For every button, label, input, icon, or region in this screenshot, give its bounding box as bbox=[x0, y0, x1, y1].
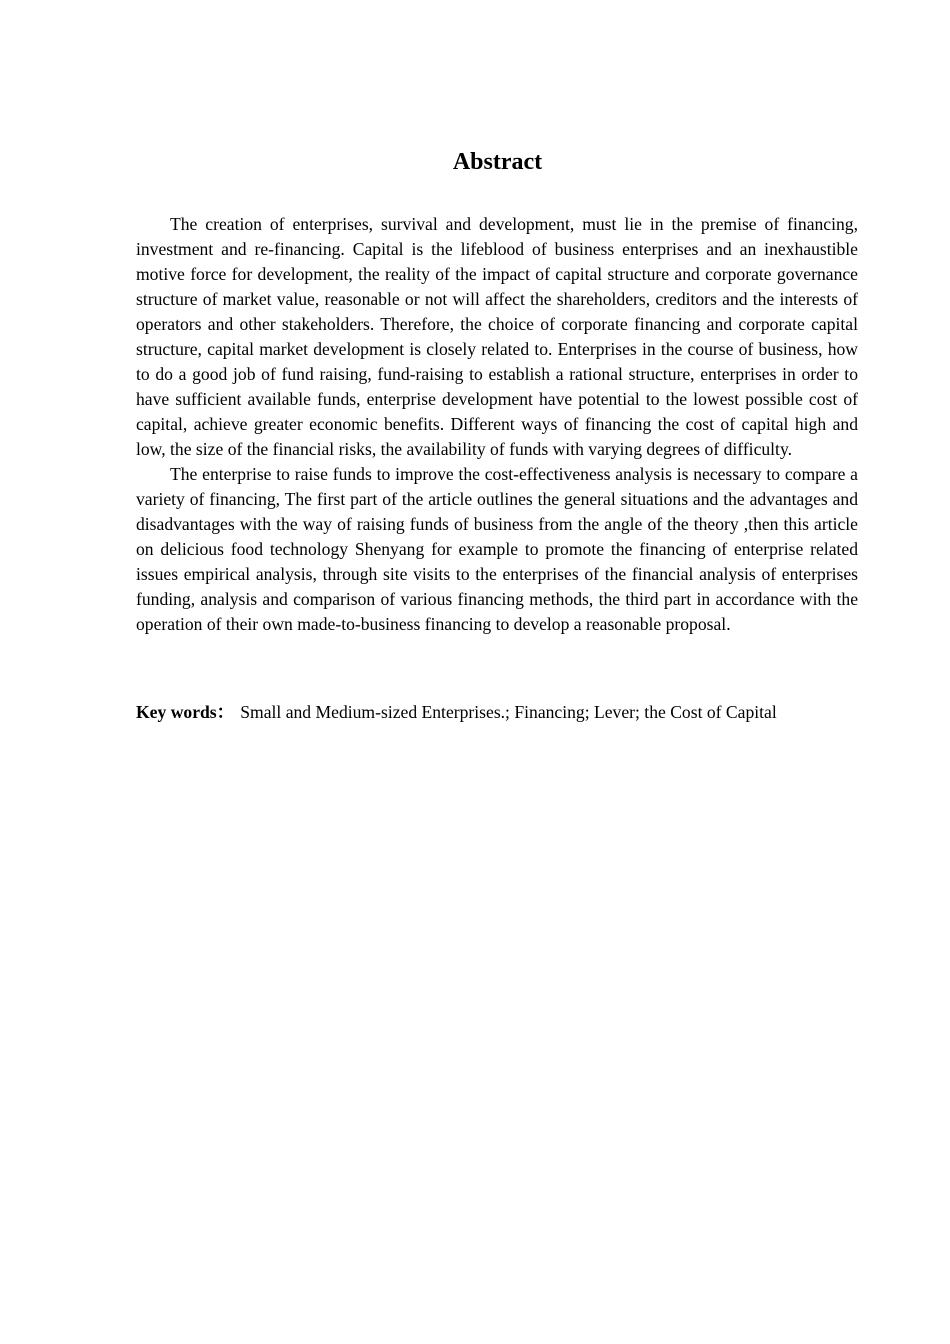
keywords-label: Key words： bbox=[136, 702, 235, 722]
abstract-paragraph-1: The creation of enterprises, survival and development, must lie in the premise of financing, investment and re-financing. Capital is the lifeblood of business enterprises and an inexhaustible motive force for development, the reality of the impact of capital structure and corporate governance structure of market value, reasonable or not will affect the shareholders, creditors and the interests of operators and other stakeholders. Therefore, the choice of corporate financing and corporate capital structure, capital market development is closely related to. Enterprises in the course of business, how to do a good job of fund raising, fund-raising to establish a rational structure, enterprises in order to have sufficient available funds, enterprise development have potential to the lowest possible cost of capital, achieve greater economic benefits. Different ways of financing the cost of capital high and low, the size of the financial risks, the availability of funds with varying degrees of difficulty. bbox=[136, 214, 858, 459]
keywords-line bbox=[136, 700, 896, 725]
abstract-title: Abstract bbox=[452, 149, 543, 175]
keywords-list: Small and Medium-sized Enterprises.; Financing; Lever; the Cost of Capital bbox=[240, 702, 777, 722]
abstract-paragraph-2: The enterprise to raise funds to improve the cost-effectiveness analysis is necessary to compare a variety of financing, The first part of the article outlines the general situations and the advantages and disadvantages with the way of raising funds of business from the angle of the theory ,then this article on delicious food technology Shenyang for example to promote the financing of enterprise related issues empirical analysis, through site visits to the enterprises of the financial analysis of enterprises funding, analysis and comparison of various financing methods, the third part in accordance with the operation of their own made-to-business financing to develop a reasonable proposal. bbox=[136, 464, 858, 634]
abstract-body bbox=[136, 212, 858, 637]
